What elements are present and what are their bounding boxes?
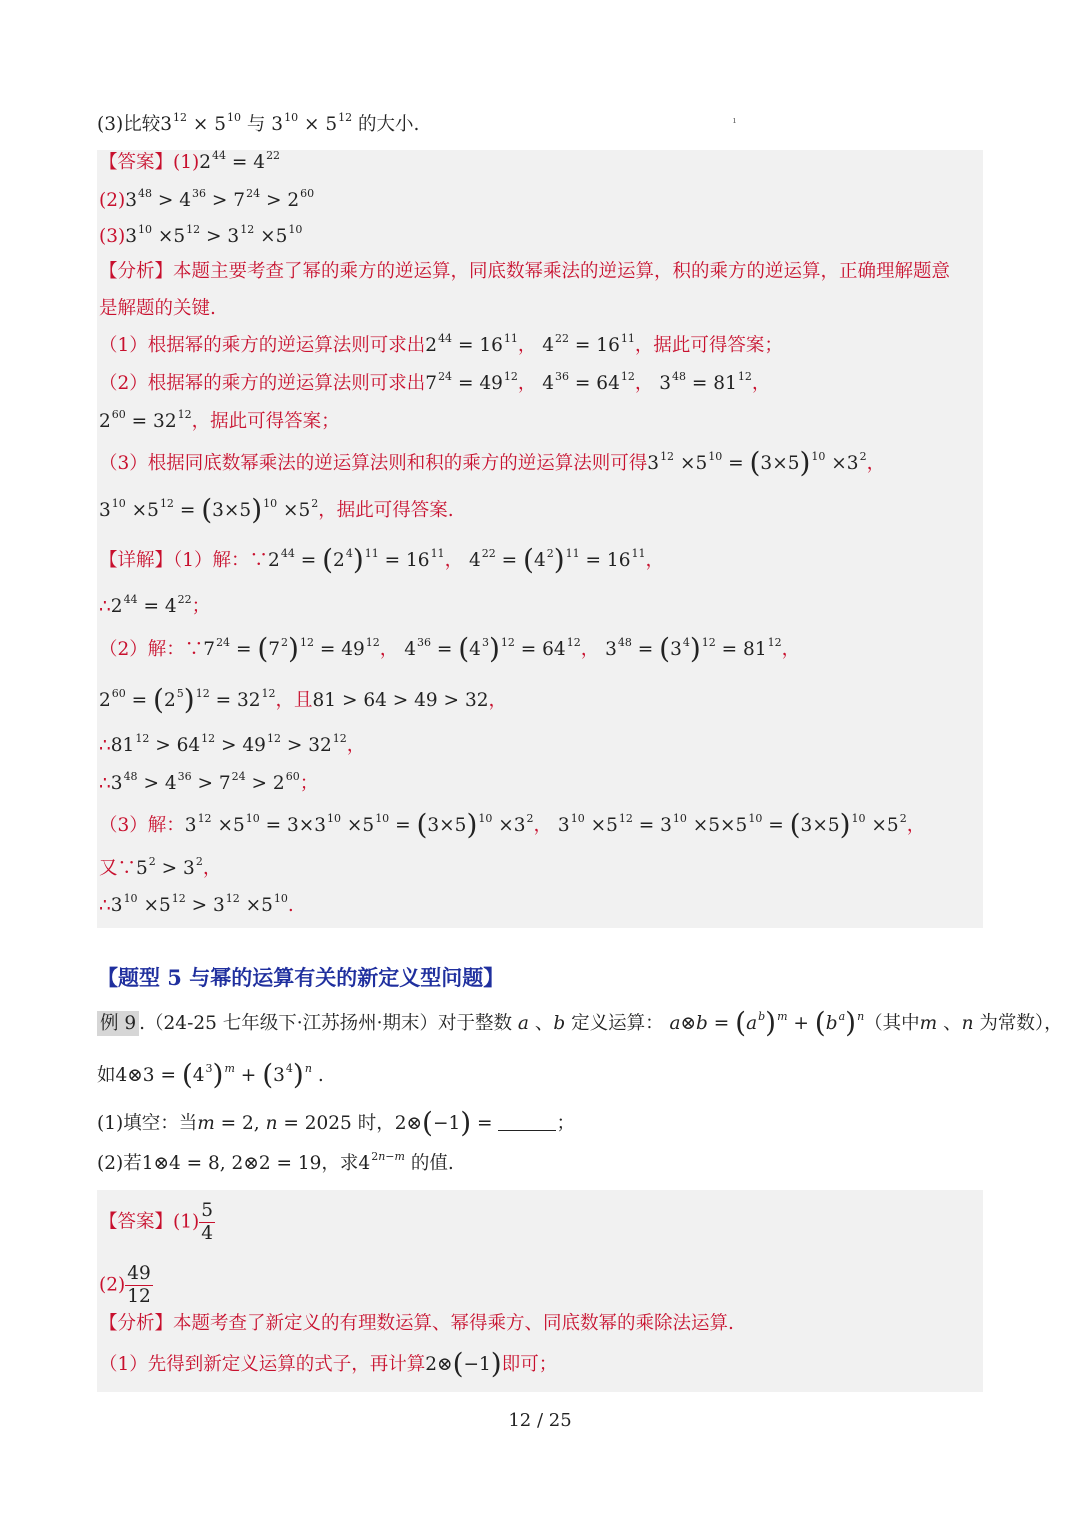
therefore-4: ∴ — [99, 895, 111, 916]
q1-text: (1)填空：当 — [97, 1113, 198, 1134]
ans3-prefix: (3) — [99, 226, 126, 247]
analysis-step-2: （2）根据幂的乘方的逆运算法则可求出$7^{24} = 49^{12}$， $4^{36} = 64^{12}$， $3^{48} = 81^{12}$， — [99, 370, 771, 394]
detail-tag: 【详解】 — [99, 550, 174, 571]
example-q1: (1)填空：当m = 2, n = 2025 时，2⊗(−1) = ； — [97, 1106, 575, 1139]
answer-blank — [498, 1112, 556, 1131]
a3-text: （3）根据同底数幂乘法的逆运算法则和积的乘方的逆运算法则可得 — [99, 453, 648, 474]
analysis2-step: （1）先得到新定义运算的式子，再计算2⊗(−1)即可； — [99, 1347, 558, 1380]
a2b-tail: ，据此可得答案； — [191, 411, 340, 432]
answer-line-3: $(3)3^{10} \times 5^{12} > 3^{12} \times 5^{10}$ — [99, 223, 303, 247]
analysis-text-2: 是解题的关键. — [99, 298, 216, 319]
answer2-line-1 — [99, 1200, 215, 1245]
q2-text: (2)若 — [97, 1153, 142, 1174]
question-3-line: (3)比较$3^{12} \times 5^{10}$ 与 $3^{10} \times 5^{12}$ 的大小. — [97, 111, 420, 135]
detail-line-2d: $\therefore 3^{48} > 4^{36} > 7^{24} > 2^{60}$； — [99, 770, 319, 794]
a2-text: （2）根据幂的乘方的逆运算法则可求出 — [99, 373, 426, 394]
analysis-line-2 — [99, 297, 216, 321]
frac2-den: 12 — [127, 1286, 151, 1307]
d2-text: （2）解：∵ — [99, 639, 204, 660]
a1-tail: ，据此可得答案； — [634, 335, 783, 356]
answer2-prefix-1: (1) — [173, 1211, 200, 1233]
detail-line-3b: 又$\because 5^2 > 3^2$， — [99, 855, 222, 879]
q3-tail: 的大小. — [358, 114, 420, 135]
analysis-step-1: （1）根据幂的乘方的逆运算法则可求出$2^{44} = 16^{11}$， $4^{22} = 16^{11}$，据此可得答案； — [99, 332, 783, 356]
analysis2-step-text: （1）先得到新定义运算的式子，再计算 — [99, 1354, 426, 1375]
analysis-step-2b: $2^{60} = 32^{12}$，据此可得答案； — [99, 408, 340, 432]
answer2-tag: 【答案】 — [99, 1211, 174, 1233]
analysis2-tag: 【分析】 — [99, 1313, 174, 1334]
detail-line-1b: $\therefore 2^{44} = 4^{22}$； — [99, 593, 211, 617]
answer-line-1: 【答案】$(1)2^{44} = 4^{22}$ — [99, 149, 281, 173]
q2-tail: 的值. — [410, 1153, 454, 1174]
you-text: 又∵ — [99, 858, 137, 879]
a3b-tail: ，据此可得答案. — [318, 500, 454, 521]
therefore-3: ∴ — [99, 773, 111, 794]
answer2-line-2 — [99, 1263, 153, 1308]
example-text: .（24-25 七年级下·江苏扬州·期末）对于整数 — [139, 1013, 513, 1034]
analysis-step-3b: $3^{10} \times 5^{12} = (3\times 5)^{10} \times 5^2$，据此可得答案. — [99, 493, 454, 526]
detail-line-1: 【详解】（1）解：$\because 2^{44} = (2^4)^{11} = 16^{11}$， $4^{22} = (4^2)^{11} = 16^{11}$， — [99, 543, 664, 576]
frac1-den: 4 — [201, 1223, 214, 1244]
example-tail2: 为常数）， — [979, 1013, 1063, 1034]
analysis-tag: 【分析】 — [99, 261, 174, 282]
q2-mid: ，求 — [321, 1153, 359, 1174]
q3-label: (3)比较 — [97, 114, 161, 135]
analysis2-tail: 即可； — [501, 1354, 558, 1375]
d3-text: （3）解： — [99, 815, 185, 836]
detail-line-2b: $2^{60} = (2^5)^{12} = 32^{12}$，且81 > 64 > 49 > 32， — [99, 683, 507, 716]
fraction-49-12 — [125, 1263, 153, 1308]
detail-line-3c: $\therefore 3^{10} \times 5^{12} > 3^{12} \times 5^{10}$. — [99, 892, 294, 916]
a1-text: （1）根据幂的乘方的逆运算法则可求出 — [99, 335, 426, 356]
example-tail: （其中 — [864, 1013, 920, 1034]
page-number: 12 / 25 — [508, 1410, 572, 1431]
ans1-prefix: (1) — [173, 152, 200, 173]
analysis2-text: 本题考查了新定义的有理数运算、幂得乘方、同底数幂的乘除法运算. — [173, 1313, 734, 1334]
example-tag: 例 9 — [97, 1011, 139, 1036]
q1-mid: 时， — [357, 1113, 395, 1134]
frac2-num: 49 — [127, 1263, 151, 1284]
answer2-prefix-2: (2) — [99, 1274, 126, 1296]
example-line-2: 如4⊗3 = $(4^3)^m + (3^4)^n$ . — [97, 1058, 324, 1091]
d1-text: （1）解：∵ — [173, 550, 269, 571]
section-heading: 【题型 5 与幂的运算有关的新定义型问题】 — [97, 965, 505, 990]
frac1-num: 5 — [201, 1200, 214, 1221]
answer-tag: 【答案】 — [99, 152, 174, 173]
analysis2-line — [99, 1312, 734, 1336]
analysis-text-1: 本题主要考查了幂的乘方的逆运算，同底数幂乘法的逆运算，积的乘方的逆运算，正确理解题意 — [173, 261, 951, 282]
example-q2: (2)若1⊗4 = 8, 2⊗2 = 19，求$4^{2n-m}$ 的值. — [97, 1150, 454, 1174]
answer-line-2: $(2)3^{48} > 4^{36} > 7^{24} > 2^{60}$ — [99, 187, 315, 211]
detail-line-2c: $\therefore 81^{12} > 64^{12} > 49^{12} > 32^{12}$， — [99, 732, 366, 756]
therefore-2: ∴ — [99, 735, 111, 756]
analysis-line-1 — [99, 260, 950, 284]
detail-line-2: （2）解：$\because 7^{24} = (7^2)^{12} = 49^{12}$， $4^{36} = (4^3)^{12} = 64^{12}$， $3^{48} = (3^4)^{12} = 81^{12}$， — [99, 632, 801, 665]
ans2-prefix: (2) — [99, 190, 126, 211]
analysis-step-3: （3）根据同底数幂乘法的逆运算法则和积的乘方的逆运算法则可得$3^{12} \times 5^{10} = (3\times 5)^{10} \times 3^2$， — [99, 446, 886, 479]
fraction-5-4 — [199, 1200, 215, 1245]
detail-line-3: （3）解：$3^{12} \times 5^{10} = 3\times 3^{10} \times 5^{10} = (3\times 5)^{10} \times 3^2$， $3^{10} \times 5^{12} = 3^{10} \times 5\times 5^{10} = (3\times 5)^{10} \times 5^2$， — [99, 808, 926, 841]
example-mid: 定义运算： — [571, 1013, 664, 1034]
therefore-1: ∴ — [99, 596, 111, 617]
example-line-1: 例 9 .（24-25 七年级下·江苏扬州·期末）对于整数 a 、b 定义运算： a⊗b = $(a^b)^m + (b^a)^n$（其中m 、n 为常数）， — [97, 1011, 1063, 1038]
example-line2-prefix: 如 — [97, 1065, 116, 1086]
margin-mark: ı — [733, 116, 736, 126]
d2b-mid: ，且 — [275, 690, 313, 711]
